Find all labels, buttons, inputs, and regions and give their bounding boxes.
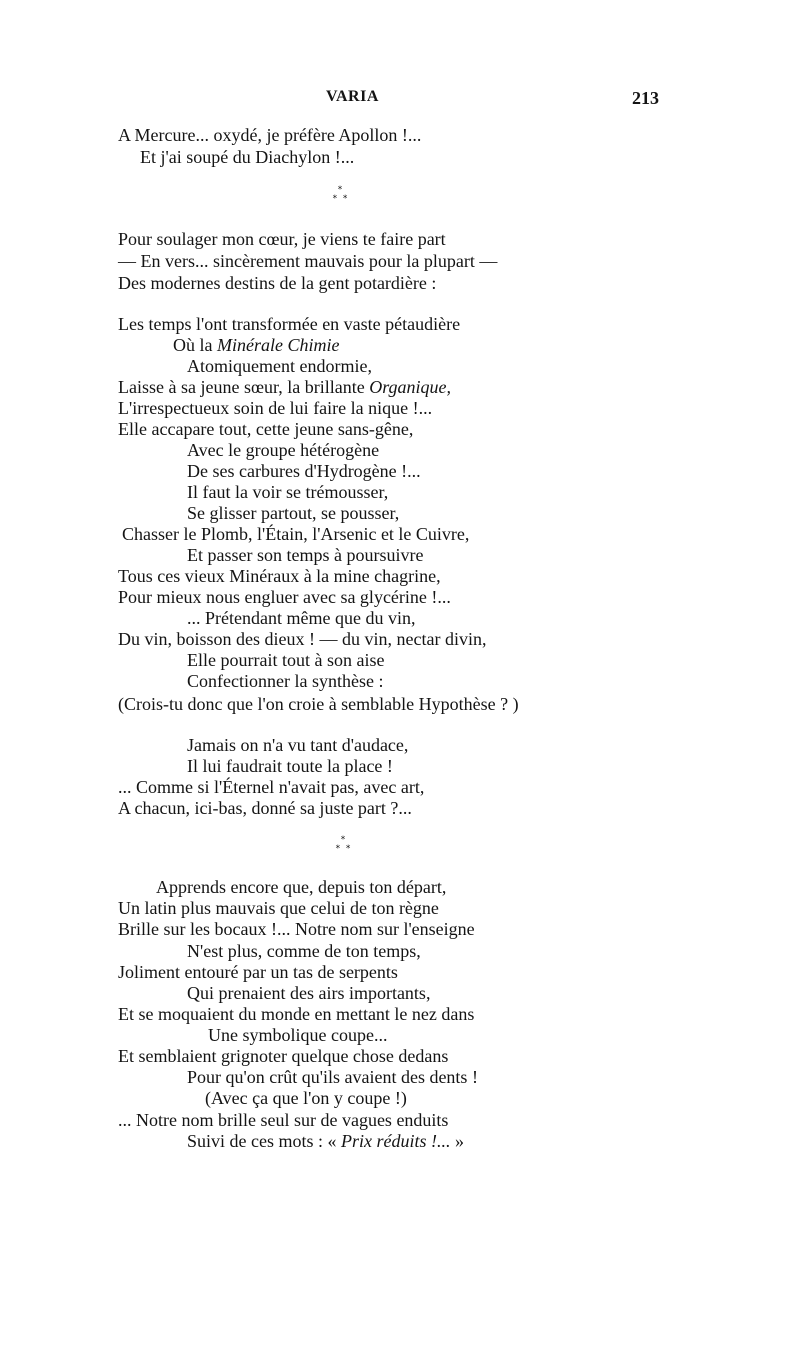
verse-line: L'irrespectueux soin de lui faire la nique !...: [118, 398, 433, 418]
verse-line: Atomiquement endormie,: [187, 356, 372, 376]
verse-line: Et se moquaient du monde en mettant le nez dans: [118, 1004, 475, 1024]
running-head: [0, 88, 800, 112]
verse-line: Pour mieux nous engluer avec sa glycérine !...: [118, 587, 451, 607]
verse-line: Et passer son temps à poursuivre: [187, 545, 424, 565]
verse-line: Se glisser partout, se pousser,: [187, 503, 400, 523]
verse-line: (Avec ça que l'on y coupe !): [205, 1088, 407, 1108]
italic-term: Minérale Chimie: [217, 335, 340, 355]
verse-line: Et semblaient grignoter quelque chose dedans: [118, 1046, 449, 1066]
verse-line: — En vers... sincèrement mauvais pour la plupart —: [118, 251, 498, 271]
running-title: VARIA: [326, 88, 379, 105]
verse-line: ... Comme si l'Éternel n'avait pas, avec art,: [118, 777, 425, 797]
verse-line: Il lui faudrait toute la place !: [187, 756, 393, 776]
verse-line: ... Prétendant même que du vin,: [187, 608, 416, 628]
verse-line: Laisse à sa jeune sœur, la brillante Organique,: [118, 377, 452, 397]
verse-line: Des modernes destins de la gent potardière :: [118, 273, 437, 293]
verse-line: Suivi de ces mots : « Prix réduits !... »: [187, 1131, 464, 1151]
verse-line: Les temps l'ont transformée en vaste pétaudière: [118, 314, 461, 334]
verse-line: Elle pourrait tout à son aise: [187, 650, 385, 670]
verse-line: Pour qu'on crût qu'ils avaient des dents !: [187, 1067, 478, 1087]
verse-line: Jamais on n'a vu tant d'audace,: [187, 735, 409, 755]
verse-line: Confectionner la synthèse :: [187, 671, 384, 691]
verse-line: A Mercure... oxydé, je préfère Apollon !...: [118, 125, 422, 145]
verse-line: Où la Minérale Chimie: [173, 335, 340, 355]
verse-line: Avec le groupe hétérogène: [187, 440, 380, 460]
verse-line: Il faut la voir se trémousser,: [187, 482, 389, 502]
verse-line: Et j'ai soupé du Diachylon !...: [140, 147, 355, 167]
verse-line: Joliment entouré par un tas de serpents: [118, 962, 398, 982]
verse-line: Qui prenaient des airs importants,: [187, 983, 431, 1003]
verse-line: Pour soulager mon cœur, je viens te faire part: [118, 229, 446, 249]
asterism-ornament: * * *: [335, 835, 351, 854]
verse-line: Elle accapare tout, cette jeune sans-gêne,: [118, 419, 414, 439]
verse-line: Chasser le Plomb, l'Étain, l'Arsenic et le Cuivre,: [122, 524, 470, 544]
asterism-ornament: * * *: [332, 185, 348, 204]
verse-line: A chacun, ici-bas, donné sa juste part ?...: [118, 798, 412, 818]
page-number: 213: [632, 88, 659, 108]
verse-line: Brille sur les bocaux !... Notre nom sur l'enseigne: [118, 919, 475, 939]
verse-line: Un latin plus mauvais que celui de ton règne: [118, 898, 439, 918]
verse-line: (Crois-tu donc que l'on croie à semblable Hypothèse ? ): [118, 694, 519, 714]
italic-term: Prix réduits !...: [341, 1131, 451, 1151]
verse-line: Du vin, boisson des dieux ! — du vin, nectar divin,: [118, 629, 487, 649]
verse-line: De ses carbures d'Hydrogène !...: [187, 461, 421, 481]
italic-term: Organique,: [369, 377, 452, 397]
verse-line: Une symbolique coupe...: [208, 1025, 388, 1045]
verse-line: N'est plus, comme de ton temps,: [187, 941, 421, 961]
verse-line: Tous ces vieux Minéraux à la mine chagrine,: [118, 566, 441, 586]
verse-line: ... Notre nom brille seul sur de vagues enduits: [118, 1110, 449, 1130]
verse-line: Apprends encore que, depuis ton départ,: [156, 877, 447, 897]
